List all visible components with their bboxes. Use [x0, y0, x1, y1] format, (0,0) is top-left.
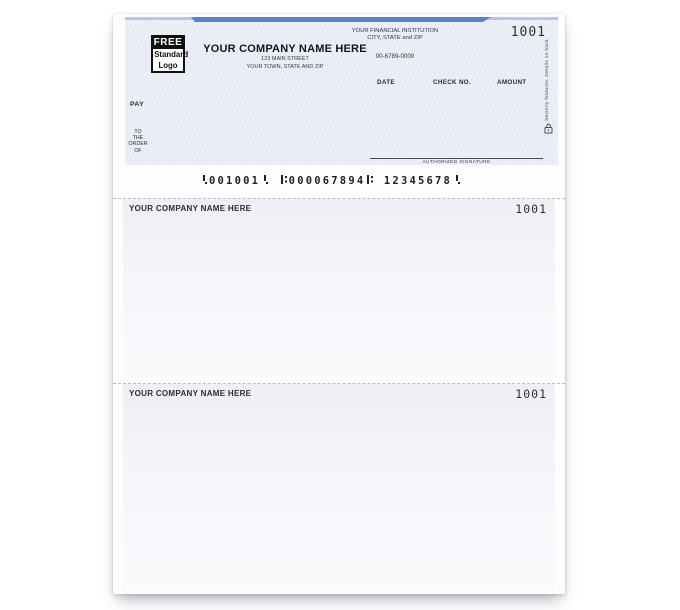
micr-account-number: 12345678	[383, 175, 453, 187]
decorative-top-band	[125, 17, 558, 22]
micr-transit-symbol	[367, 175, 373, 184]
top-band-dark-segment	[191, 17, 491, 22]
stub-header	[123, 384, 555, 404]
bank-address: CITY, STATE and ZIP	[367, 35, 423, 41]
pay-label: PAY	[130, 101, 145, 108]
padlock-icon	[544, 123, 553, 134]
company-logo	[151, 35, 189, 73]
order-of-line: OF	[134, 147, 142, 154]
micr-onus-symbol	[201, 175, 207, 184]
stub-check-number: 1001	[515, 387, 547, 401]
micr-onus-symbol	[454, 175, 460, 184]
perforation-line-2	[113, 383, 565, 384]
micr-check-number: 001001	[209, 175, 261, 187]
perforation-line-1	[113, 198, 565, 199]
stub-company-name: YOUR COMPANY NAME HERE	[129, 204, 252, 213]
micr-routing-number: 000067894	[288, 175, 366, 187]
company-address-line1: 123 MAIN STREET	[261, 56, 309, 62]
remittance-stub-1	[123, 199, 555, 382]
bank-name: YOUR FINANCIAL INSTITUTION	[351, 28, 439, 34]
date-label: DATE	[377, 79, 395, 86]
bank-block	[325, 28, 465, 60]
order-of-line: ORDER	[128, 141, 148, 148]
signature-line	[370, 158, 543, 159]
logo-text-standard: Standard	[154, 49, 189, 59]
to-the-order-of-label	[127, 129, 149, 154]
remittance-stub-2	[123, 384, 555, 592]
company-name: YOUR COMPANY NAME HERE	[203, 43, 367, 55]
micr-line	[199, 175, 479, 187]
company-address-line2: YOUR TOWN, STATE AND ZIP	[246, 63, 324, 70]
check-sheet	[113, 14, 565, 594]
stub-check-number: 1001	[515, 202, 547, 216]
amount-label: AMOUNT	[497, 79, 527, 86]
order-of-line: THE	[132, 135, 144, 142]
check-number: 1001	[510, 25, 546, 40]
stub-company-name: YOUR COMPANY NAME HERE	[129, 389, 252, 398]
logo-text-free: FREE	[153, 37, 183, 48]
micr-transit-symbol	[281, 175, 287, 184]
security-features-note: Security features. Details on back.	[545, 37, 550, 121]
stub-header	[123, 199, 555, 219]
logo-text-logo: Logo	[158, 59, 178, 70]
bank-fractional-number: 00-6789-0000	[375, 53, 415, 60]
authorized-signature-label: AUTHORIZED SIGNATURE	[422, 160, 491, 165]
check-body	[125, 17, 558, 165]
check-no-label: CHECK NO.	[433, 79, 472, 86]
order-of-line: TO	[134, 129, 142, 135]
micr-onus-symbol	[262, 175, 268, 184]
